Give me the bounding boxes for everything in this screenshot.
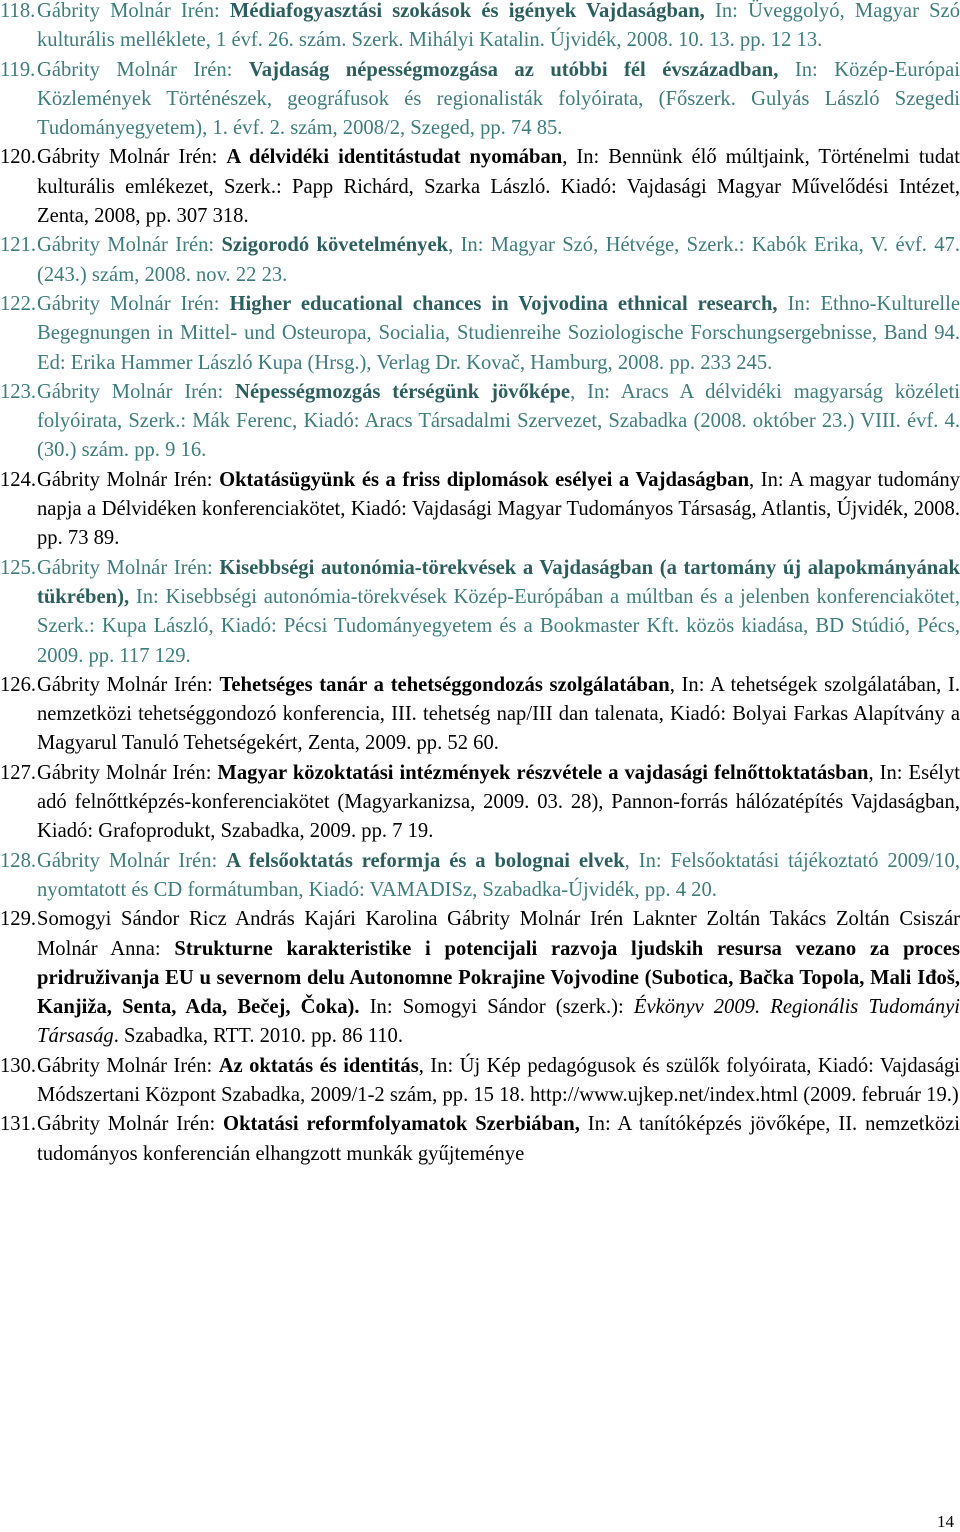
list-item — [0, 759, 960, 847]
entry-authors: Gábrity Molnár Irén: — [37, 556, 220, 579]
list-item — [0, 290, 960, 378]
entry-details: , In: Bennünk élő múltjaink, Történelmi tudat kulturális emlékezet, Szerk.: Papp Richárd, Szarka László. Kiadó: Vajdasági Magyar Művelődési Intézet, Zenta, 2008, pp. 307 318. — [37, 146, 960, 228]
list-item — [0, 466, 960, 554]
entry-details: In: Ethno-Kulturelle Begegnungen in Mittel- und Osteuropa, Socialia, Studienreihe Soziologische Forschungsergebnisse, Band 94. Ed: Erika Hammer László Kupa (Hrsg.), Verlag Dr. Kovač, Hamburg, 2008. pp. 233 245. — [37, 292, 960, 374]
entry-details: , In: A tehetségek szolgálatában, I. nemzetközi tehetséggondozó konferencia, III. tehetség nap/III dan talenata, Kiadó: Bolyai Farkas Alapítvány a Magyarul Tanuló Tehetségekért, Zenta, 2009. pp. 52 60. — [37, 673, 960, 755]
entry-title: Higher educational chances in Vojvodina ethnical research, — [229, 292, 778, 315]
entry-title: Oktatásügyünk és a friss diplomások esélyei a Vajdaságban — [219, 468, 750, 491]
entry-details: , In: Esélyt adó felnőttképzés-konferenciakötet (Magyarkanizsa, 2009. 03. 28), Pannon-forrás hálózatépítés Vajdaságban, Kiadó: Grafoprodukt, Szabadka, 2009. pp. 7 19. — [37, 761, 960, 843]
entry-number: 131. — [0, 1113, 37, 1136]
entry-title: Médiafogyasztási szokások és igények Vajdaságban, — [229, 0, 705, 22]
entry-number: 122. — [0, 292, 37, 315]
entry-number: 127. — [0, 761, 37, 784]
entry-title: Strukturne karakteristike i potencijali razvoja ljudskih resursa vezano za proces pridruživanja EU u severnom delu Autonomne Pokrajine Vojvodine (Subotica, Bačka Topola, Mali Iđoš, Kanjiža, Senta, Ada, Bečej, Čoka). — [37, 937, 960, 1019]
entry-details: , In: A magyar tudomány napja a Délvidéken konferenciakötet, Kiadó: Vajdasági Magyar Tudományos Társaság, Atlantis, Újvidék, 2008. pp. 73 89. — [37, 468, 960, 550]
list-item — [0, 231, 960, 290]
entry-authors: Gábrity Molnár Irén: — [37, 58, 249, 81]
entry-details: In: A tanítóképzés jövőképe, II. nemzetközi tudományos konferencián elhangzott munkák gyűjteménye — [37, 1113, 960, 1165]
entry-authors: Gábrity Molnár Irén: — [37, 146, 227, 169]
entry-tail: . Szabadka, RTT. 2010. pp. 86 110. — [113, 1025, 404, 1048]
entry-details: In: Közép-Európai Közlemények Történészek, geográfusok és regionalisták folyóirata, (Főszerk. Gulyás László Szegedi Tudományegyetem), 1. évf. 2. szám, 2008/2, Szeged, pp. 74 85. — [37, 58, 960, 140]
entry-number: 120. — [0, 146, 37, 169]
entry-details: In: Somogyi Sándor (szerk.): — [359, 996, 634, 1019]
list-item — [0, 671, 960, 759]
entry-title: Szigorodó követelmények — [221, 234, 449, 257]
entry-number: 129. — [0, 908, 37, 931]
entry-number: 124. — [0, 468, 37, 491]
entry-title: Tehetséges tanár a tehetséggondozás szolgálatában — [219, 673, 670, 696]
entry-number: 121. — [0, 234, 37, 257]
entry-details: , In: Új Kép pedagógusok és szülők folyóirata, Kiadó: Vajdasági Módszertani Központ Szabadka, 2009/1-2 szám, pp. 15 18. http://www.ujkep.net/index.html (2009. február 19.) — [37, 1054, 960, 1106]
list-item — [0, 554, 960, 671]
entry-authors: Gábrity Molnár Irén: — [37, 234, 222, 257]
list-item — [0, 0, 960, 56]
entry-title: A felsőoktatás reformja és a bolognai elvek — [226, 849, 625, 872]
page-number: 14 — [937, 1512, 954, 1531]
entry-number: 118. — [0, 0, 36, 22]
entry-title: Kisebbségi autonómia-törekvések a Vajdaságban (a tartomány új alapokmányának tükrében), — [37, 556, 960, 608]
list-item — [0, 1052, 960, 1111]
list-item — [0, 143, 960, 231]
entry-authors: Gábrity Molnár Irén: — [37, 849, 227, 872]
entry-authors: Gábrity Molnár Irén: — [37, 0, 230, 22]
entry-title: Magyar közoktatási intézmények részvétele a vajdasági felnőttoktatásban — [217, 761, 869, 784]
entry-details: In: Üveggolyó, Magyar Szó kulturális melléklete, 1 évf. 26. szám. Szerk. Mihályi Katalin. Újvidék, 2008. 10. 13. pp. 12 13. — [37, 0, 960, 52]
list-item — [0, 905, 960, 1051]
list-item — [0, 847, 960, 906]
entry-details: , In: Magyar Szó, Hétvége, Szerk.: Kabók Erika, V. évf. 47. (243.) szám, 2008. nov. 22 23. — [37, 234, 960, 286]
list-item — [0, 378, 960, 466]
entry-number: 123. — [0, 380, 37, 403]
entry-number: 128. — [0, 849, 37, 872]
entry-number: 119. — [0, 58, 36, 81]
entry-authors: Gábrity Molnár Irén: — [37, 1113, 224, 1136]
entry-authors: Gábrity Molnár Irén: — [37, 1054, 219, 1077]
entry-authors: Gábrity Molnár Irén: — [37, 292, 230, 315]
entry-number: 125. — [0, 556, 37, 579]
entry-authors: Gábrity Molnár Irén: — [37, 468, 220, 491]
entry-details: In: Kisebbségi autonómia-törekvések Közép-Európában a múltban és a jelenben konferenciakötet, Szerk.: Kupa László, Kiadó: Pécsi Tudományegyetem és a Bookmaster Kft. közös kiadása, BD Stúdió, Pécs, 2009. pp. 117 129. — [37, 585, 960, 667]
entry-title: Népességmozgás térségünk jövőképe — [235, 380, 571, 403]
entry-authors: Gábrity Molnár Irén: — [37, 380, 236, 403]
entry-title: Vajdaság népességmozgása az utóbbi fél évszázadban, — [248, 58, 779, 81]
entry-authors: Somogyi Sándor Ricz András Kajári Karolina Gábrity Molnár Irén Laknter Zoltán Takács Zoltán Csiszár Molnár Anna: — [37, 908, 960, 960]
entry-details: , In: Felsőoktatási tájékoztató 2009/10, nyomtatott és CD formátumban, Kiadó: VAMADISz, Szabadka-Újvidék, pp. 4 20. — [37, 849, 960, 901]
list-item — [0, 56, 960, 144]
entry-title: Oktatási reformfolyamatok Szerbiában, — [223, 1113, 580, 1136]
entry-authors: Gábrity Molnár Irén: — [37, 761, 218, 784]
entry-number: 126. — [0, 673, 37, 696]
list-item — [0, 1110, 960, 1169]
entry-details: , In: Aracs A délvidéki magyarság közéleti folyóirata, Szerk.: Mák Ferenc, Kiadó: Aracs Társadalmi Szervezet, Szabadka (2008. október 23.) VIII. évf. 4. (30.) szám. pp. 9 16. — [37, 380, 960, 462]
entry-number: 130. — [0, 1054, 37, 1077]
entry-italic-source: Évkönyv 2009. Regionális Tudományi Társaság — [37, 996, 960, 1048]
entry-title: Az oktatás és identitás — [218, 1054, 419, 1077]
entry-authors: Gábrity Molnár Irén: — [37, 673, 220, 696]
entry-title: A délvidéki identitástudat nyomában — [226, 146, 563, 169]
